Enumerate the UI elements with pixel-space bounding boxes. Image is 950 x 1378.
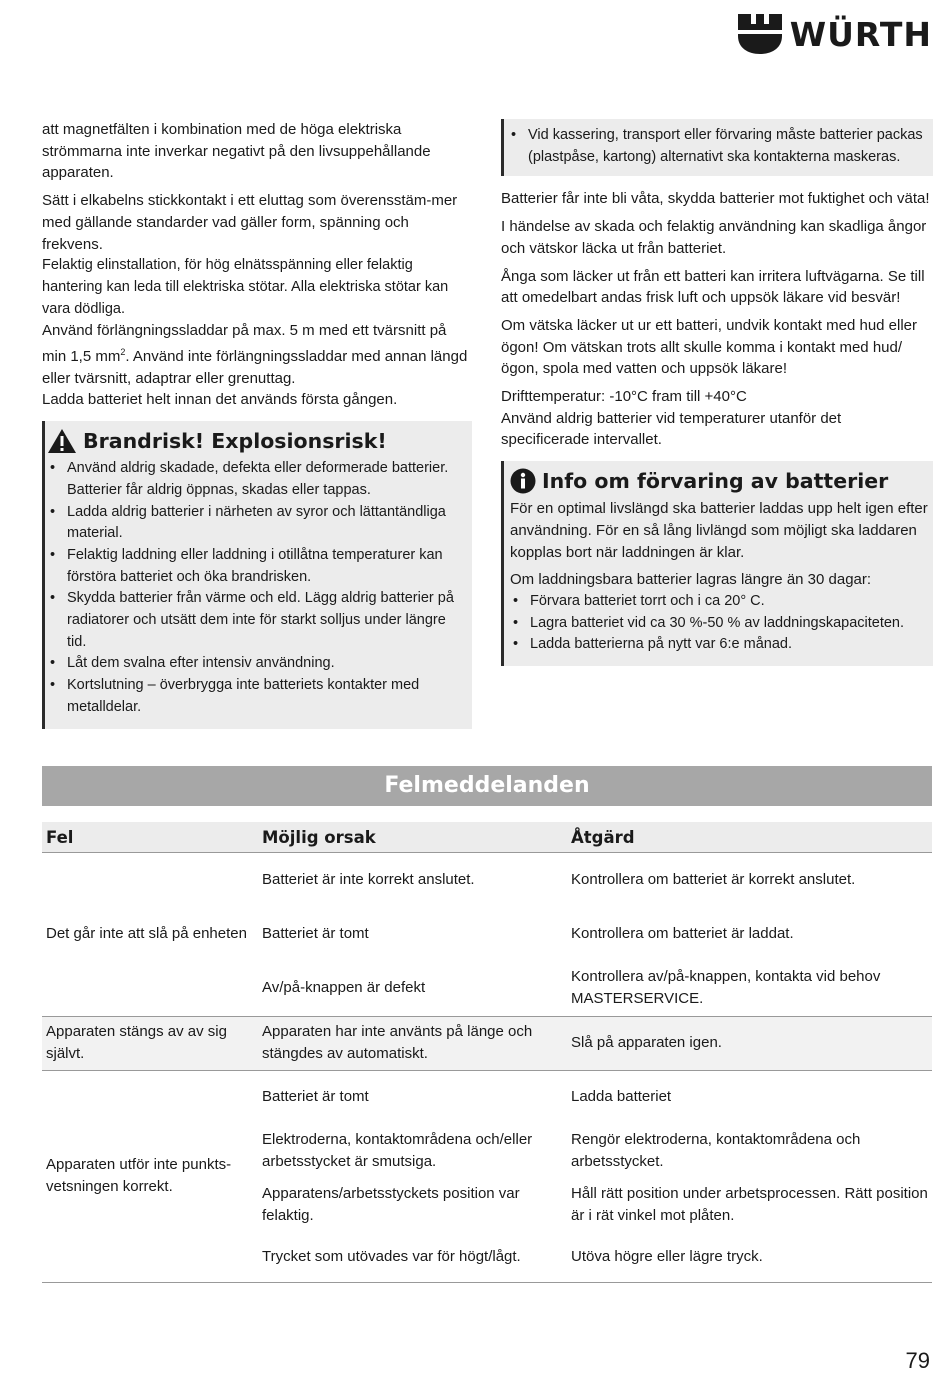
storage-list: [510, 591, 929, 656]
table-header-row: [42, 822, 932, 852]
brand-name: WÜRTH: [789, 14, 932, 54]
column-header-cause: Möjlig orsak: [258, 822, 567, 852]
list-item: • Vid kassering, transport eller förvaring måste batterier packas (plastpåse, kartong) alternativt ska kontakterna maskeras.: [508, 125, 929, 168]
cause-cell: Batteriet är inte korrekt anslutet.: [262, 871, 475, 889]
cause-cell: Av/på-knappen är defekt: [258, 960, 567, 1016]
action-cell: Utöva högre eller lägre tryck.: [567, 1232, 932, 1282]
extension-text-a: Använd förlängningssladdar på max. 5 m med ett tvärsnitt på min 1,5 mm: [42, 322, 447, 366]
warning-list: [47, 458, 468, 718]
list-item: • Lagra batteriet vid ca 30 %-50 % av laddningskapaciteten.: [510, 613, 929, 635]
wurth-emblem-icon: [736, 12, 784, 56]
warning-box-title: [47, 427, 468, 455]
list-item: • Använd aldrig skadade, defekta eller deformerade batterier. Batterier får aldrig öppnas, skadas eller tappas.: [47, 458, 468, 501]
list-item: • Förvara batteriet torrt och i ca 20° C.: [510, 591, 929, 613]
cause-cell: Batteriet är tomt: [262, 1088, 369, 1106]
action-cell: Kontrollera om batteriet är laddat.: [571, 925, 794, 943]
list-item: • Skydda batterier från värme och eld. Lägg aldrig batterier på radiatorer och utsätt dem inte för starkt solljus under längre tid.: [47, 588, 468, 653]
cause-cell: Elektroderna, kontaktområdena och/eller arbetsstycket är smutsiga.: [262, 1131, 533, 1170]
note-list: [508, 125, 929, 168]
intro-paragraph: Sätt i elkabelns stickkontakt i ett eluttag som överensstäm-mer med gällande standarder vad gäller form, spänning och frekvens.: [42, 192, 458, 253]
intro-paragraph: att magnetfälten i kombination med de höga elektriska strömmarna inte inverkar negativt på den livsuppehållande apparaten.: [42, 121, 431, 182]
wurth-logo: [736, 12, 932, 56]
right-column: [501, 119, 933, 666]
charge-first-paragraph: Ladda batteriet helt innan det används första gången.: [42, 391, 398, 409]
warning-title-text: Brandrisk! Explosionsrisk!: [83, 429, 387, 454]
error-section-title: Felmeddelanden: [42, 766, 932, 806]
list-item: • Ladda batterierna på nytt var 6:e månad.: [510, 634, 929, 656]
cause-cell: Trycket som utövades var för högt/lågt.: [258, 1232, 567, 1282]
action-cell: Håll rätt position under arbetsprocessen. Rätt position är i rät vinkel mot plåten.: [571, 1185, 928, 1224]
action-cell: Kontrollera om batteriet är korrekt anslutet.: [571, 871, 856, 889]
error-table: [42, 822, 932, 1283]
info-title-text: Info om förvaring av batterier: [542, 469, 889, 494]
fire-warning-box: [42, 421, 472, 728]
fault-cell: Det går inte att slå på enheten: [42, 852, 258, 1016]
action-cell: Kontrollera av/på-knappen, kontakta vid behov MASTERSERVICE.: [567, 960, 932, 1016]
superscript: 2: [120, 347, 126, 358]
info-paragraph: För en optimal livslängd ska batterier laddas upp helt igen efter användning. För en så lång livlängd som möjligt ska laddaren kopplas bort när laddningen är klar.: [510, 500, 928, 561]
paragraph: Om vätska läcker ut ur ett batteri, undvik kontakt med hud eller ögon! Om vätskan trots allt skulle komma i kontakt med hud/ögon, spola med vatten och uppsök läkare!: [501, 316, 918, 378]
temperature-note: Använd aldrig batterier vid temperaturer utanför det specificerade intervallet.: [501, 409, 842, 449]
table-row: [42, 1070, 932, 1124]
column-header-fault: Fel: [42, 822, 258, 852]
action-cell: Ladda batteriet: [571, 1088, 672, 1106]
action-cell: Slå på apparaten igen.: [567, 1016, 932, 1070]
cause-cell: Apparatens/arbetsstyckets position var felaktig.: [262, 1185, 520, 1224]
cause-cell: Apparaten har inte använts på länge och stängdes av automatiskt.: [258, 1016, 567, 1070]
column-header-action: Åtgärd: [567, 822, 932, 852]
paragraph: I händelse av skada och felaktig användning kan skadliga ångor och vätskor läcka ut från batteriet.: [501, 218, 927, 257]
info-box-title: [510, 467, 929, 495]
paragraph: Batterier får inte bli våta, skydda batterier mot fuktighet och väta!: [501, 190, 930, 208]
operating-temperature: Drifttemperatur: -10°C fram till +40°C: [501, 388, 747, 406]
warning-triangle-icon: [47, 428, 77, 454]
list-item: • Ladda aldrig batterier i närheten av syror och lättantändliga material.: [47, 502, 468, 545]
shock-warning-paragraph: Felaktig elinstallation, för hög elnätsspänning eller felaktig hantering kan leda till elektriska stötar. Alla elektriska stötar kan vara dödliga.: [42, 257, 449, 317]
list-item: • Låt dem svalna efter intensiv användning.: [47, 653, 468, 675]
cause-cell: Batteriet är tomt: [262, 925, 369, 943]
fault-cell: Apparaten utför inte punkts-vetsningen korrekt.: [42, 1070, 258, 1282]
action-cell: Rengör elektroderna, kontaktområdena och arbetsstycket.: [571, 1131, 861, 1170]
list-item: • Kortslutning – överbrygga inte batteriets kontakter med metalldelar.: [47, 675, 468, 718]
extension-cord-paragraph: [42, 320, 472, 389]
fault-cell: Apparaten stängs av av sig självt.: [42, 1016, 258, 1070]
disposal-note-box: [501, 119, 933, 176]
paragraph: Ånga som läcker ut från ett batteri kan irritera luftvägarna. Se till att omedelbart andas frisk luft och uppsök läkare vid besvär!: [501, 267, 925, 307]
table-row: [42, 852, 932, 908]
left-column: [42, 119, 472, 729]
info-circle-icon: [510, 468, 536, 494]
extension-text-b: . Använd inte förlängningssladdar med annan längd eller tvärsnitt, adaptrar eller grenuttag.: [42, 348, 468, 387]
storage-info-box: [501, 461, 933, 666]
table-row: [42, 1016, 932, 1070]
info-paragraph: Om laddningsbara batterier lagras längre än 30 dagar:: [510, 571, 872, 589]
list-item: • Felaktig laddning eller laddning i otillåtna temperaturer kan förstöra batteriet och öka brandrisken.: [47, 545, 468, 588]
page-number: 79: [905, 1348, 930, 1373]
